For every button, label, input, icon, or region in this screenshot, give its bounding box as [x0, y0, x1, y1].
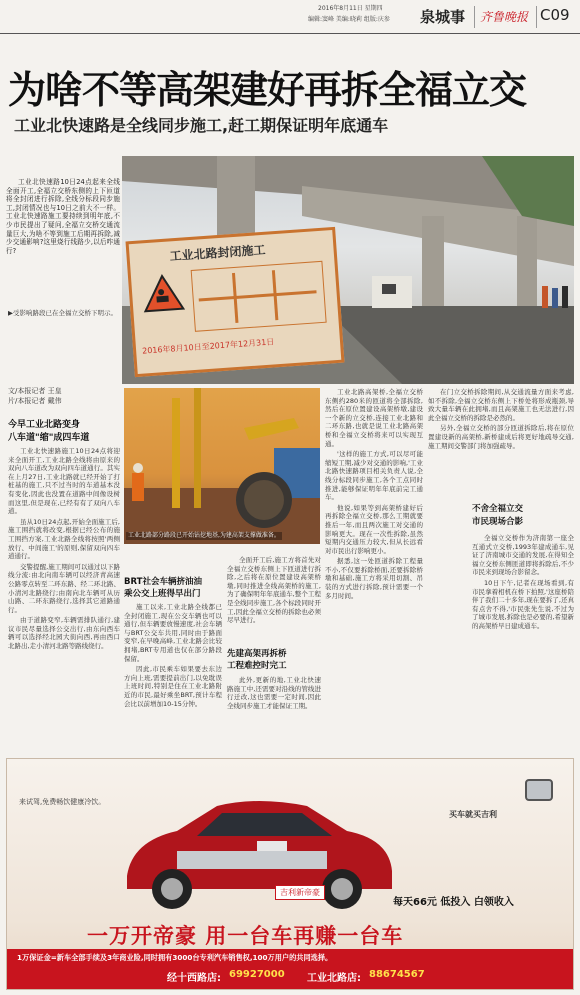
subheadline: 工业北快速路是全线同步施工,赶工期保证明年底通车 — [14, 116, 389, 135]
col4-heading-1: 不舍全福立交 — [472, 504, 524, 514]
paragraph: '这样的施工方式,可以尽可能缩短工期,减少对交通的影响,'工业北路快速路项目相关负责人说,全线分标段同步施工,各个工点同时推进,能够保证明年年底前完工通车。 — [325, 450, 423, 502]
newspaper-logo: 齐鲁晚报 — [480, 10, 529, 24]
paragraph: 交警提醒,施工期间可以通过以下路线分流:由北向南车辆可以经济青高速公路零点转至二环东路、经二环北路、小清河北路绕行;由南向北车辆可从历山路、二环东路绕行,选择其它道路通行。 — [8, 562, 120, 614]
page-header — [0, 0, 580, 36]
left-heading-1: 今早工业北路变身 — [8, 420, 81, 430]
paragraph: 工业北快速路施工10日24点将迎来全面开工,工业北路全线将由原来的双向八车道改为双向四车道通行。其实在上月27日,工业北路就已经开始了打桩基的施工,只不过当时的车道基本没有变化,因此也没置在道路中间像设树而这里,但是现在,已经有有了双向八车道。 — [8, 447, 120, 516]
page-number: C09 — [540, 6, 570, 24]
paragraph: 工业北路高架桥,全福立交桥东侧约280米的匝道将全部拆除,然后在原位置建设高架桥墩,建设一个新的立交桥,连接工业北路和二环东路,也就是说工业北路高架桥和全福立交桥将来可以实现互通。 — [325, 388, 423, 448]
lead-box — [6, 178, 120, 274]
paragraph: 在门立交桥拆除期间,从交通流量方面来考虑,如不拆除,全福立交桥东侧上下桥处将形成瓶颈,导致大量车辆在此拥堵,而且高架施工也无法进行,因此全福立交桥的拆除是必然的。 — [428, 388, 574, 422]
date-line: 2016年8月11日 星期四 — [318, 5, 383, 12]
mid-left-column-text — [124, 603, 222, 750]
main-photo — [122, 156, 574, 384]
author-credit: 文/本报记者 王皇 — [8, 387, 62, 395]
ad-brand-slogan: 买车就买吉利 — [449, 810, 497, 819]
staff-line: 编辑:窦峰 美编:晓莉 组版:庆参 — [308, 16, 390, 23]
red-car — [117, 791, 397, 911]
paragraph: 因此,市民乘车如果要去东边方向上班,需要提前出门,以免耽误上班时间,特别是住在工业北路附近的市民,最好乘坐BRT,预计车程会比以前增加10-15分钟。 — [124, 665, 222, 708]
col3-text — [325, 388, 423, 750]
paragraph: 10日下午,记者在现场看到,有市民拿着相机在桥下拍照,'这座桥陪伴了我们二十多年,现在要拆了,还真有点舍不得,'市民张先生说,不过为了城市发展,拆除也是必要的,希望新的高架桥早日建成通车。 — [472, 578, 574, 630]
ad-contact-2-phone: 88674567 — [369, 969, 425, 980]
mid-heading-1: BRT社会车辆挤油油 — [124, 577, 202, 587]
ad-detail: 1万保证金=新车全部手续及3年商业险,同时拥有3000台专利汽车销售权,100万用户的共同选择。 — [17, 953, 333, 962]
photo1-caption: ▶受影响路段已在全福立交桥下明示。 — [8, 309, 117, 317]
paragraph: 他说,如果等到高架桥建好后再拆除全福立交桥,那么工期就要推后一年,而且两次施工对交通的影响更大。现在一次性拆除,虽然短期内交通压力较大,但从长远看对市民出行影响更小。 — [325, 503, 423, 555]
paragraph: 全面开工后,施工方将首先对全福立交桥东侧上下匝道进行拆除,之后将在原位置建设高架桥墩,同时推进全线高架桥的施工,为了确保明年年底通车,整个工程是全线同步施工,各个标段同时开工,因此全福立交桥的拆除也必须尽早进行。 — [227, 556, 321, 625]
left-column-text — [8, 447, 120, 747]
ad-big-title: 一万开帝豪 用一台车再赚一台车 — [87, 924, 404, 948]
ad-contact-2-label: 工业北路店: — [307, 973, 361, 984]
mid-heading-2: 乘公交上班得早出门 — [124, 589, 201, 599]
closure-sign — [126, 227, 345, 377]
mid-bottom-column-text — [227, 676, 321, 750]
mid-heading-3: 先建高架再拆桥 — [227, 649, 287, 659]
sign-title: 工业北路封闭施工 — [169, 242, 266, 264]
paragraph: 由于道路变窄,车辆需排队通行,建议市民尽量选择公交出行,由东向西车辆可以选择经北园大街向西,再由西口北路出,走小清河北路等路线绕行。 — [8, 616, 120, 651]
car-advertisement — [6, 758, 574, 990]
drilling-photo — [124, 388, 320, 544]
header-rule — [0, 33, 580, 34]
col4-heading-2: 市民现场合影 — [472, 517, 524, 527]
ad-top-slogan: 来试驾,免费畅饮健康冷饮。 — [19, 798, 106, 806]
ad-contact-1-label: 经十西路店: — [167, 973, 221, 984]
left-heading-2: 八车道"缩"成四车道 — [8, 433, 90, 443]
headline: 为啥不等高架建好再拆全福立交 — [8, 68, 527, 112]
paragraph: 另外,全福立交桥的部分匝道拆除后,将在原位置建设新的高架桥,新桥建成后将更好地疏导交通,施工期间交警部门将加强疏导。 — [428, 424, 574, 450]
ad-badge: 吉利新帝豪 — [275, 885, 325, 900]
ad-detail-bar — [7, 949, 574, 989]
mid-right-column-text — [227, 556, 321, 644]
photo-credit: 片/本报记者 戴伟 — [8, 397, 62, 405]
drilling-scene — [124, 388, 320, 544]
photo2-caption: 工业北路部分路段已开始钻挖地基,为建高架支撑做准备。 — [128, 532, 280, 539]
paragraph: 此外,更新的地,工业北快速路施工中,还需要对沿线的管线进行迁改,这也需要一定时间,因此全线同步施工才能保证工期。 — [227, 676, 321, 710]
mid-heading-4: 工程难控时完工 — [227, 661, 287, 671]
route-map — [191, 261, 327, 332]
paragraph: 据悉,这一处匝道拆除工程量不小,不仅要拆除桥面,还要拆除桥墩和基础,施工方将采用切割、吊装的方式进行拆除,预计需要一个多月时间。 — [325, 557, 423, 600]
ad-contact-1-phone: 69927000 — [229, 969, 285, 980]
divider — [536, 6, 537, 28]
geely-logo-icon — [525, 779, 553, 801]
col4-text-bottom — [472, 534, 574, 750]
paragraph: 虽从10日24点起,开始全面施工后,施工围挡就将改变,根据已经公布的施工围挡方案,工业北路全线将按照'两侧放行、中间施工'的原则,保留双向四车道通行。 — [8, 517, 120, 561]
divider — [474, 6, 475, 28]
paragraph: 施工以来,工业北路全线都已全封闭施工,现在公交车辆也可以通行,但车辆要放慢速度,社会车辆与BRT公交车共用,同时由于路面变窄,在早晚高峰,工业北路会比较拥堵,BRT专用道也仅在部分路段保留。 — [124, 603, 222, 663]
col4-text-top — [428, 388, 574, 496]
paragraph: 全福立交桥作为济南第一座全互通式立交桥,1993年建成通车,见证了济南城市交通的发展,在得知全福立交桥东侧匝道即将拆除后,不少市民来到现场合影留念。 — [472, 534, 574, 577]
lead-text: 工业北快速路10日24点起来全线全面开工,全福立交桥东侧的上下匝道将全封闭进行拆除,全线分标段同步施工,封闭情况也与10日之前大不一样。工业北快速路施工要持续到明年底,不少市民提出了疑问,全福立交桥交通流量巨大,为啥不等到施工后期再拆除,减少交通影响?这里烧行线路少,以后咋通行? — [6, 178, 120, 255]
construction-worker-icon — [141, 273, 186, 314]
sign-dates: 2016年8月10日至2017年12月31日 — [141, 337, 275, 356]
section-name: 泉城事 — [420, 8, 466, 26]
ad-offer: 每天66元 低投入 白领收入 — [393, 897, 514, 908]
